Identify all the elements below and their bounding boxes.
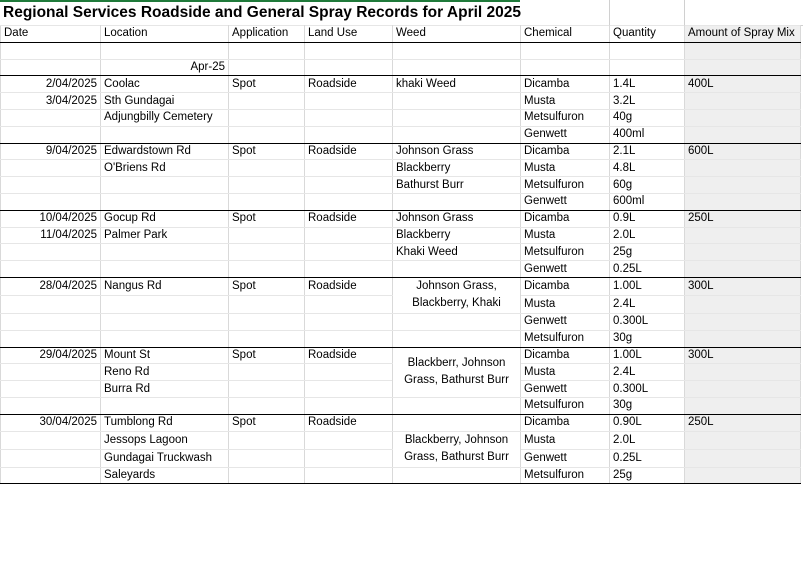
spray-mix-cell[interactable] <box>685 93 801 110</box>
table-row <box>1 160 801 177</box>
land-use-cell[interactable] <box>305 109 393 126</box>
table-row <box>1 227 801 244</box>
quantity-cell[interactable]: 3.2L <box>610 93 685 110</box>
cell[interactable] <box>305 42 393 59</box>
cell[interactable] <box>1 42 101 59</box>
application-cell[interactable] <box>229 93 305 110</box>
spray-records-table <box>0 25 801 484</box>
application-cell[interactable] <box>229 449 305 467</box>
cell[interactable] <box>685 59 801 76</box>
location-cell[interactable] <box>101 313 229 330</box>
date-cell[interactable] <box>1 261 101 278</box>
quantity-cell[interactable]: 0.300L <box>610 381 685 398</box>
location-cell[interactable]: Tumblong Rd <box>101 414 229 431</box>
spray-mix-cell[interactable] <box>685 381 801 398</box>
chemical-cell[interactable]: Metsulfuron <box>521 467 610 484</box>
date-cell[interactable] <box>1 109 101 126</box>
land-use-cell[interactable] <box>305 467 393 484</box>
location-cell[interactable] <box>101 397 229 414</box>
weed-cell[interactable] <box>393 397 521 414</box>
application-cell[interactable]: Spot <box>229 143 305 160</box>
date-cell[interactable] <box>1 244 101 261</box>
land-use-cell[interactable]: Roadside <box>305 347 393 364</box>
location-cell[interactable]: Reno Rd <box>101 364 229 381</box>
quantity-cell[interactable]: 25g <box>610 467 685 484</box>
quantity-cell[interactable]: 2.4L <box>610 295 685 313</box>
application-cell[interactable] <box>229 295 305 313</box>
date-cell[interactable] <box>1 160 101 177</box>
date-cell[interactable] <box>1 330 101 347</box>
land-use-cell[interactable] <box>305 431 393 449</box>
table-row <box>1 76 801 93</box>
header-chemical[interactable]: Chemical <box>521 26 610 43</box>
application-cell[interactable] <box>229 193 305 210</box>
location-cell[interactable]: Palmer Park <box>101 227 229 244</box>
quantity-cell[interactable]: 600ml <box>610 193 685 210</box>
application-cell[interactable] <box>229 109 305 126</box>
application-cell[interactable] <box>229 364 305 381</box>
location-cell[interactable] <box>101 330 229 347</box>
spray-mix-cell[interactable] <box>685 467 801 484</box>
spray-mix-cell[interactable] <box>685 177 801 194</box>
weed-cell[interactable]: Blackberry, Johnson Grass, Bathurst Burr <box>393 431 521 467</box>
chemical-cell[interactable]: Dicamba <box>521 76 610 93</box>
quantity-cell[interactable]: 2.4L <box>610 364 685 381</box>
cell[interactable] <box>521 59 610 76</box>
date-cell[interactable]: 30/04/2025 <box>1 414 101 431</box>
table-row <box>1 244 801 261</box>
application-cell[interactable] <box>229 177 305 194</box>
weed-cell[interactable]: Blackberr, Johnson Grass, Bathurst Burr <box>393 347 521 397</box>
quantity-cell[interactable]: 0.300L <box>610 313 685 330</box>
spray-mix-cell[interactable] <box>685 295 801 313</box>
land-use-cell[interactable] <box>305 193 393 210</box>
date-cell[interactable]: 11/04/2025 <box>1 227 101 244</box>
quantity-cell[interactable]: 30g <box>610 397 685 414</box>
weed-cell[interactable]: khaki Weed <box>393 76 521 93</box>
header-spray-mix[interactable]: Amount of Spray Mix <box>685 26 801 43</box>
location-cell[interactable]: Nangus Rd <box>101 277 229 295</box>
quantity-cell[interactable]: 25g <box>610 244 685 261</box>
quantity-cell[interactable]: 40g <box>610 109 685 126</box>
quantity-cell[interactable]: 1.00L <box>610 277 685 295</box>
application-cell[interactable] <box>229 431 305 449</box>
application-cell[interactable] <box>229 330 305 347</box>
table-row <box>1 210 801 227</box>
cell[interactable] <box>229 42 305 59</box>
chemical-cell[interactable]: Genwett <box>521 126 610 143</box>
date-cell[interactable] <box>1 397 101 414</box>
quantity-cell[interactable]: 30g <box>610 330 685 347</box>
table-row <box>1 467 801 484</box>
table-row <box>1 431 801 449</box>
land-use-cell[interactable]: Roadside <box>305 143 393 160</box>
application-cell[interactable] <box>229 160 305 177</box>
table-row <box>1 193 801 210</box>
spray-mix-cell[interactable] <box>685 126 801 143</box>
title-row <box>0 0 803 26</box>
date-cell[interactable] <box>1 381 101 398</box>
application-cell[interactable] <box>229 313 305 330</box>
land-use-cell[interactable] <box>305 177 393 194</box>
weed-cell[interactable] <box>393 313 521 330</box>
weed-cell[interactable] <box>393 126 521 143</box>
chemical-cell[interactable]: Genwett <box>521 313 610 330</box>
spray-mix-cell[interactable] <box>685 227 801 244</box>
location-cell[interactable]: Gundagai Truckwash <box>101 449 229 467</box>
application-cell[interactable] <box>229 244 305 261</box>
chemical-cell[interactable]: Metsulfuron <box>521 109 610 126</box>
quantity-cell[interactable]: 2.0L <box>610 227 685 244</box>
location-cell[interactable]: Mount St <box>101 347 229 364</box>
header-weed[interactable]: Weed <box>393 26 521 43</box>
quantity-cell[interactable]: 400ml <box>610 126 685 143</box>
quantity-cell[interactable]: 1.00L <box>610 347 685 364</box>
chemical-cell[interactable]: Musta <box>521 364 610 381</box>
chemical-cell[interactable]: Dicamba <box>521 347 610 364</box>
location-cell[interactable]: Jessops Lagoon <box>101 431 229 449</box>
spray-mix-cell[interactable] <box>685 449 801 467</box>
land-use-cell[interactable] <box>305 261 393 278</box>
spray-mix-cell[interactable]: 300L <box>685 347 801 364</box>
date-cell[interactable] <box>1 126 101 143</box>
spray-mix-cell[interactable] <box>685 244 801 261</box>
table-row <box>1 277 801 295</box>
chemical-cell[interactable]: Dicamba <box>521 210 610 227</box>
date-cell[interactable] <box>1 467 101 484</box>
table-row <box>1 330 801 347</box>
weed-cell[interactable]: Blackberry <box>393 227 521 244</box>
land-use-cell[interactable] <box>305 227 393 244</box>
table-row <box>1 177 801 194</box>
chemical-cell[interactable]: Dicamba <box>521 277 610 295</box>
location-cell[interactable] <box>101 177 229 194</box>
cell[interactable] <box>305 59 393 76</box>
month-label[interactable]: Apr-25 <box>101 59 229 76</box>
land-use-cell[interactable] <box>305 364 393 381</box>
table-row <box>1 126 801 143</box>
chemical-cell[interactable]: Musta <box>521 295 610 313</box>
date-cell[interactable]: 28/04/2025 <box>1 277 101 295</box>
cell[interactable] <box>1 59 101 76</box>
table-row <box>1 414 801 431</box>
spray-mix-cell[interactable] <box>685 261 801 278</box>
header-row <box>1 26 801 43</box>
quantity-cell[interactable]: 0.90L <box>610 414 685 431</box>
cell[interactable] <box>229 59 305 76</box>
table-row <box>1 347 801 364</box>
quantity-cell[interactable]: 4.8L <box>610 160 685 177</box>
chemical-cell[interactable]: Metsulfuron <box>521 177 610 194</box>
application-cell[interactable]: Spot <box>229 277 305 295</box>
cell[interactable] <box>610 42 685 59</box>
chemical-cell[interactable]: Musta <box>521 431 610 449</box>
quantity-cell[interactable]: 0.9L <box>610 210 685 227</box>
table-row <box>1 143 801 160</box>
chemical-cell[interactable]: Dicamba <box>521 414 610 431</box>
quantity-cell[interactable]: 2.1L <box>610 143 685 160</box>
land-use-cell[interactable] <box>305 160 393 177</box>
chemical-cell[interactable]: Genwett <box>521 449 610 467</box>
spray-mix-cell[interactable]: 300L <box>685 277 801 295</box>
weed-cell[interactable] <box>393 109 521 126</box>
grid-line <box>684 0 685 25</box>
application-cell[interactable] <box>229 467 305 484</box>
header-quantity[interactable]: Quantity <box>610 26 685 43</box>
table-row <box>1 109 801 126</box>
date-cell[interactable] <box>1 193 101 210</box>
spray-mix-cell[interactable]: 250L <box>685 210 801 227</box>
date-cell[interactable]: 29/04/2025 <box>1 347 101 364</box>
land-use-cell[interactable]: Roadside <box>305 76 393 93</box>
table-row <box>1 261 801 278</box>
chemical-cell[interactable]: Musta <box>521 227 610 244</box>
location-cell[interactable]: O'Briens Rd <box>101 160 229 177</box>
chemical-cell[interactable]: Musta <box>521 93 610 110</box>
quantity-cell[interactable]: 0.25L <box>610 261 685 278</box>
weed-cell[interactable] <box>393 193 521 210</box>
land-use-cell[interactable] <box>305 381 393 398</box>
location-cell[interactable] <box>101 193 229 210</box>
land-use-cell[interactable] <box>305 449 393 467</box>
weed-cell[interactable]: Johnson Grass, Blackberry, Khaki <box>393 277 521 313</box>
spray-mix-cell[interactable] <box>685 313 801 330</box>
weed-cell[interactable]: Khaki Weed <box>393 244 521 261</box>
header-application[interactable]: Application <box>229 26 305 43</box>
location-cell[interactable]: Edwardstown Rd <box>101 143 229 160</box>
spray-mix-cell[interactable]: 600L <box>685 143 801 160</box>
table-row <box>1 313 801 330</box>
application-cell[interactable] <box>229 381 305 398</box>
weed-cell[interactable] <box>393 261 521 278</box>
land-use-cell[interactable] <box>305 330 393 347</box>
chemical-cell[interactable]: Metsulfuron <box>521 330 610 347</box>
date-cell[interactable]: 9/04/2025 <box>1 143 101 160</box>
date-cell[interactable] <box>1 364 101 381</box>
table-row <box>1 397 801 414</box>
quantity-cell[interactable]: 0.25L <box>610 449 685 467</box>
weed-cell[interactable] <box>393 414 521 431</box>
weed-cell[interactable]: Blackberry <box>393 160 521 177</box>
weed-cell[interactable]: Johnson Grass <box>393 210 521 227</box>
weed-cell[interactable] <box>393 467 521 484</box>
location-cell[interactable] <box>101 261 229 278</box>
spray-mix-cell[interactable] <box>685 397 801 414</box>
spray-mix-cell[interactable] <box>685 431 801 449</box>
weed-cell[interactable] <box>393 93 521 110</box>
header-location[interactable]: Location <box>101 26 229 43</box>
land-use-cell[interactable]: Roadside <box>305 414 393 431</box>
chemical-cell[interactable]: Metsulfuron <box>521 244 610 261</box>
location-cell[interactable]: Gocup Rd <box>101 210 229 227</box>
cell[interactable] <box>685 42 801 59</box>
table-row <box>1 93 801 110</box>
spray-mix-cell[interactable]: 250L <box>685 414 801 431</box>
location-cell[interactable]: Sth Gundagai <box>101 93 229 110</box>
weed-cell[interactable]: Bathurst Burr <box>393 177 521 194</box>
chemical-cell[interactable]: Musta <box>521 160 610 177</box>
spray-mix-cell[interactable] <box>685 193 801 210</box>
chemical-cell[interactable]: Metsulfuron <box>521 397 610 414</box>
weed-cell[interactable]: Johnson Grass <box>393 143 521 160</box>
land-use-cell[interactable] <box>305 126 393 143</box>
date-cell[interactable] <box>1 313 101 330</box>
quantity-cell[interactable]: 60g <box>610 177 685 194</box>
location-cell[interactable] <box>101 295 229 313</box>
land-use-cell[interactable] <box>305 244 393 261</box>
location-cell[interactable] <box>101 126 229 143</box>
grid-line <box>609 0 610 25</box>
location-cell[interactable]: Saleyards <box>101 467 229 484</box>
location-cell[interactable]: Adjungbilly Cemetery <box>101 109 229 126</box>
header-land-use[interactable]: Land Use <box>305 26 393 43</box>
date-cell[interactable]: 2/04/2025 <box>1 76 101 93</box>
date-cell[interactable]: 3/04/2025 <box>1 93 101 110</box>
cell[interactable] <box>393 42 521 59</box>
land-use-cell[interactable] <box>305 313 393 330</box>
application-cell[interactable]: Spot <box>229 76 305 93</box>
application-cell[interactable]: Spot <box>229 210 305 227</box>
date-cell[interactable] <box>1 177 101 194</box>
month-row <box>1 59 801 76</box>
spray-mix-cell[interactable]: 400L <box>685 76 801 93</box>
chemical-cell[interactable]: Genwett <box>521 261 610 278</box>
application-cell[interactable]: Spot <box>229 414 305 431</box>
quantity-cell[interactable]: 2.0L <box>610 431 685 449</box>
application-cell[interactable] <box>229 261 305 278</box>
land-use-cell[interactable]: Roadside <box>305 210 393 227</box>
date-cell[interactable] <box>1 431 101 449</box>
spray-mix-cell[interactable] <box>685 330 801 347</box>
application-cell[interactable] <box>229 126 305 143</box>
chemical-cell[interactable]: Genwett <box>521 381 610 398</box>
cell[interactable] <box>521 42 610 59</box>
blank-row <box>1 42 801 59</box>
weed-cell[interactable] <box>393 330 521 347</box>
cell[interactable] <box>393 59 521 76</box>
chemical-cell[interactable]: Genwett <box>521 193 610 210</box>
land-use-cell[interactable] <box>305 93 393 110</box>
cell[interactable] <box>101 42 229 59</box>
sheet-title: Regional Services Roadside and General Spray Records for April 2025 <box>3 4 522 21</box>
spray-mix-cell[interactable] <box>685 160 801 177</box>
date-cell[interactable] <box>1 295 101 313</box>
quantity-cell[interactable]: 1.4L <box>610 76 685 93</box>
location-cell[interactable]: Burra Rd <box>101 381 229 398</box>
header-date[interactable]: Date <box>1 26 101 43</box>
land-use-cell[interactable]: Roadside <box>305 277 393 295</box>
date-cell[interactable]: 10/04/2025 <box>1 210 101 227</box>
application-cell[interactable] <box>229 227 305 244</box>
location-cell[interactable] <box>101 244 229 261</box>
chemical-cell[interactable]: Dicamba <box>521 143 610 160</box>
application-cell[interactable]: Spot <box>229 347 305 364</box>
land-use-cell[interactable] <box>305 295 393 313</box>
cell[interactable] <box>610 59 685 76</box>
location-cell[interactable]: Coolac <box>101 76 229 93</box>
application-cell[interactable] <box>229 397 305 414</box>
spray-mix-cell[interactable] <box>685 364 801 381</box>
date-cell[interactable] <box>1 449 101 467</box>
land-use-cell[interactable] <box>305 397 393 414</box>
spray-mix-cell[interactable] <box>685 109 801 126</box>
